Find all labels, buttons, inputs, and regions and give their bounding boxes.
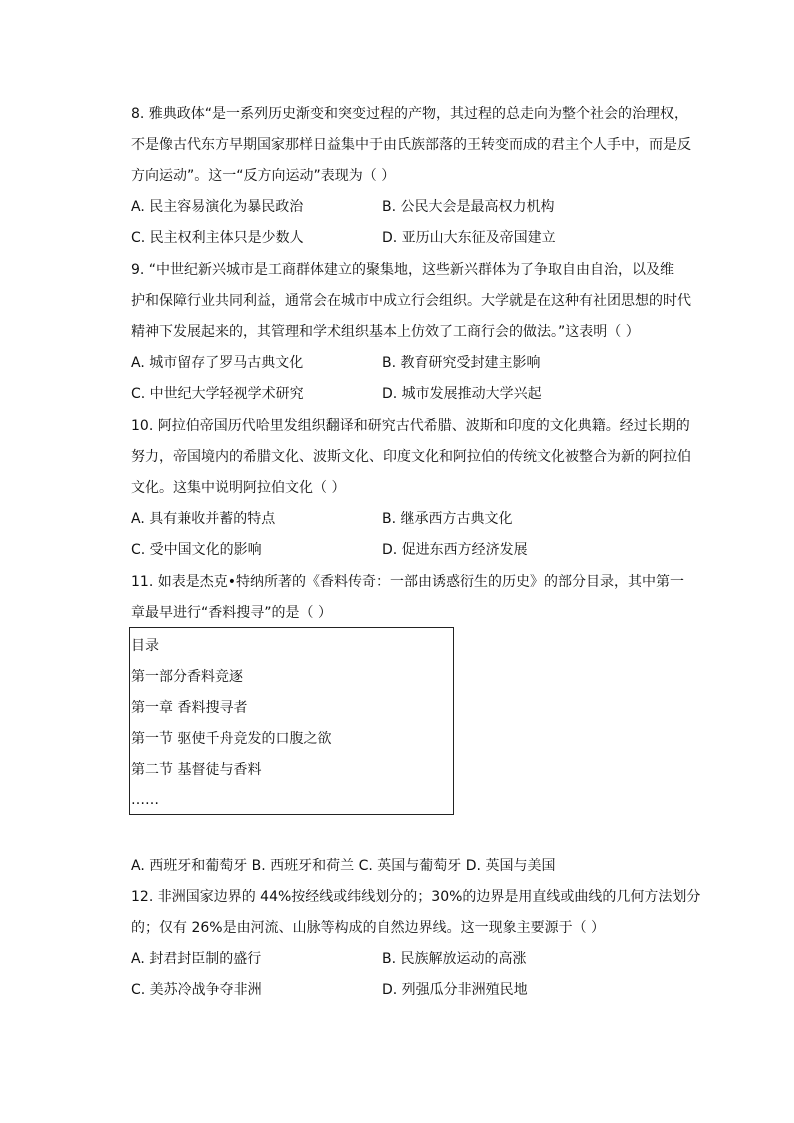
q9-stem-line2: 护和保障行业共同利益，通常会在城市中成立行会组织。大学就是在这种有社团思想的时代 [131,293,691,309]
q12-option-a[interactable]: A. 封君封臣制的盛行 [131,951,262,967]
toc-line: 第一部分香料竞逐 [131,669,243,685]
toc-line: 第二节 基督徒与香料 [131,762,262,778]
q10-option-a[interactable]: A. 具有兼收并蓄的特点 [131,511,276,527]
q8-stem-line1: 8. 雅典政体“是一系列历史渐变和突变过程的产物，其过程的总走向为整个社会的治理权， [131,106,689,122]
q10-option-c[interactable]: C. 受中国文化的影响 [131,542,262,558]
q9-option-d[interactable]: D. 城市发展推动大学兴起 [382,386,542,402]
q11-options-line[interactable]: A. 西班牙和葡萄牙 B. 西班牙和荷兰 C. 英国与葡萄牙 D. 英国与美国 [131,858,556,874]
q12-option-b[interactable]: B. 民族解放运动的高涨 [382,951,527,967]
q10-option-b[interactable]: B. 继承西方古典文化 [382,511,513,527]
q10-option-d[interactable]: D. 促进东西方经济发展 [382,542,528,558]
q9-stem-line3: 精神下发展起来的，其管理和学术组织基本上仿效了工商行会的做法。”这表明（ ） [131,324,640,340]
q12-stem-line1: 12. 非洲国家边界的 44%按经线或纬线划分的；30%的边界是用直线或曲线的几何方法划分 [131,889,701,905]
q9-option-c[interactable]: C. 中世纪大学轻视学术研究 [131,386,304,402]
q8-option-a[interactable]: A. 民主容易演化为暴民政治 [131,199,304,215]
toc-line: 目录 [131,638,159,654]
toc-line: 第一节 驱使千舟竞发的口腹之欲 [131,731,332,747]
q12-stem-line2: 的；仅有 26%是由河流、山脉等构成的自然边界线。这一现象主要源于（ ） [131,920,606,936]
q9-option-b[interactable]: B. 教育研究受封建主影响 [382,355,541,371]
q8-option-b[interactable]: B. 公民大会是最高权力机构 [382,199,555,215]
q8-option-c[interactable]: C. 民主权利主体只是少数人 [131,230,304,246]
q10-stem-line2: 努力，帝国境内的希腊文化、波斯文化、印度文化和阿拉伯的传统文化被整合为新的阿拉伯 [131,449,691,465]
toc-line: …… [131,792,159,808]
q8-option-d[interactable]: D. 亚历山大东征及帝国建立 [382,230,556,246]
q12-option-c[interactable]: C. 美苏冷战争夺非洲 [131,982,262,998]
q12-option-d[interactable]: D. 列强瓜分非洲殖民地 [382,982,528,998]
q8-stem-line3: 方向运动”。这一“反方向运动”表现为（ ） [131,168,396,184]
q10-stem-line1: 10. 阿拉伯帝国历代哈里发组织翻译和研究古代希腊、波斯和印度的文化典籍。经过长期的 [131,418,690,434]
q11-stem-line1: 11. 如表是杰克•特纳所著的《香料传奇：一部由诱惑衍生的历史》的部分目录，其中第一 [131,574,684,590]
q10-stem-line3: 文化。这集中说明阿拉伯文化（ ） [131,480,346,496]
q9-stem-line1: 9. “中世纪新兴城市是工商群体建立的聚集地，这些新兴群体为了争取自由自治，以及维 [131,262,675,278]
toc-line: 第一章 香料搜寻者 [131,700,248,716]
table-of-contents-box [129,627,454,815]
q9-option-a[interactable]: A. 城市留存了罗马古典文化 [131,355,304,371]
q11-stem-line2: 章最早进行“香料搜寻”的是（ ） [131,605,332,621]
q8-stem-line2: 不是像古代东方早期国家那样日益集中于由氏族部落的王转变而成的君主个人手中，而是反 [131,137,691,153]
